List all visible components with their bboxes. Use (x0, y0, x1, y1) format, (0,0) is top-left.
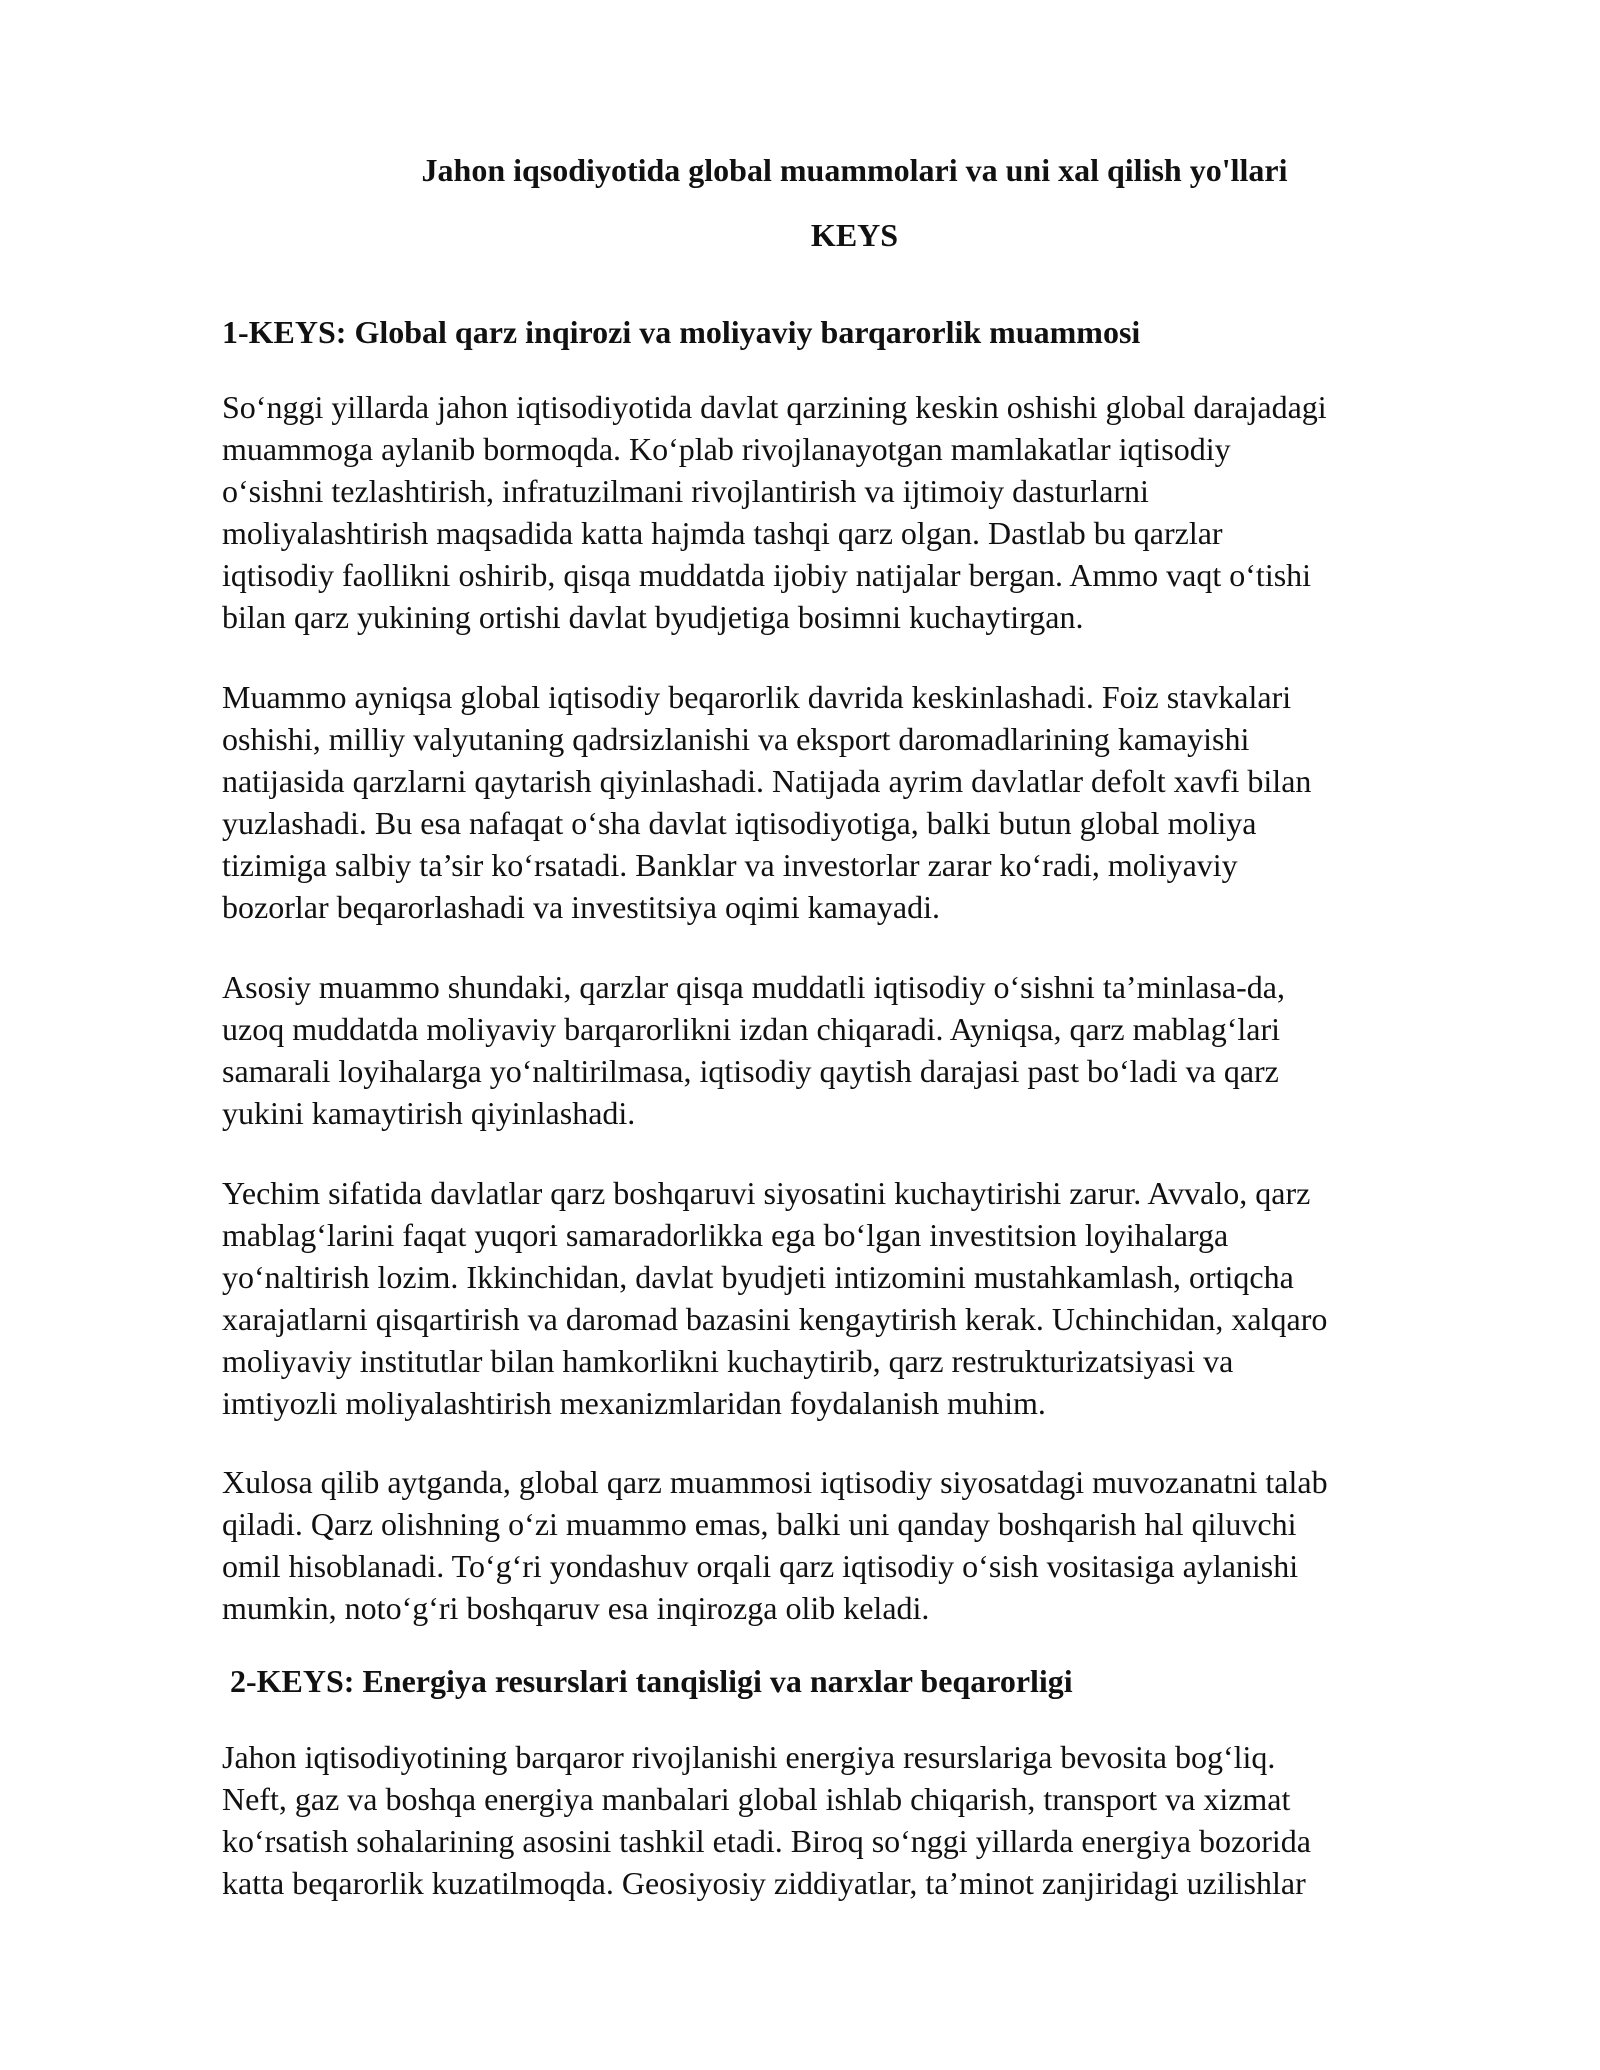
text-line: uzoq muddatda moliyaviy barqarorlikni izdan chiqaradi. Ayniqsa, qarz mablag‘lari (222, 1011, 1281, 1047)
text-line: yukini kamaytirish qiyinlashadi. (222, 1095, 636, 1131)
text-line: samarali loyihalarga yo‘naltirilmasa, iqtisodiy qaytish darajasi past bo‘ladi va qarz (222, 1053, 1279, 1089)
text-line: Yechim sifatida davlatlar qarz boshqaruvi siyosatini kuchaytirishi zarur. Avvalo, qarz (222, 1175, 1311, 1211)
text-line: bozorlar beqarorlashadi va investitsiya oqimi kamayadi. (222, 889, 940, 925)
text-line: Jahon iqtisodiyotining barqaror rivojlanishi energiya resurslariga bevosita bog‘liq. (222, 1739, 1276, 1775)
text-line: Asosiy muammo shundaki, qarzlar qisqa muddatli iqtisodiy o‘sishni ta’minlasa-da, (222, 969, 1285, 1005)
section-heading-1: 1-KEYS: Global qarz inqirozi va moliyaviy barqarorlik muammosi (222, 314, 1141, 350)
text-line: natijasida qarzlarni qaytarish qiyinlashadi. Natijada ayrim davlatlar defolt xavfi bilan (222, 763, 1312, 799)
text-line: Muammo ayniqsa global iqtisodiy beqarorlik davrida keskinlashadi. Foiz stavkalari (222, 679, 1292, 715)
text-line: tizimiga salbiy ta’sir ko‘rsatadi. Banklar va investorlar zarar ko‘radi, moliyaviy (222, 847, 1238, 883)
paragraph-2-1 (222, 1736, 1487, 1904)
text-line: ko‘rsatish sohalarining asosini tashkil etadi. Biroq so‘nggi yillarda energiya bozorida (222, 1823, 1311, 1859)
text-line: yuzlashadi. Bu esa nafaqat o‘sha davlat iqtisodiyotiga, balki butun global moliya (222, 805, 1257, 841)
text-line: Neft, gaz va boshqa energiya manbalari global ishlab chiqarish, transport va xizmat (222, 1781, 1291, 1817)
document-subtitle: KEYS (810, 217, 899, 253)
text-line: mablag‘larini faqat yuqori samaradorlikka ega bo‘lgan investitsion loyihalarga (222, 1217, 1229, 1253)
text-line: katta beqarorlik kuzatilmoqda. Geosiyosiy ziddiyatlar, ta’minot zanjiridagi uzilishlar (222, 1865, 1306, 1901)
text-line: moliyalashtirish maqsadida katta hajmda tashqi qarz olgan. Dastlab bu qarzlar (222, 515, 1223, 551)
text-line: muammoga aylanib bormoqda. Ko‘plab rivojlanayotgan mamlakatlar iqtisodiy (222, 431, 1231, 467)
document-title: Jahon iqsodiyotida global muammolari va uni xal qilish yo'llari (421, 152, 1288, 188)
paragraph-1-3 (222, 966, 1487, 1134)
text-line: omil hisoblanadi. To‘g‘ri yondashuv orqali qarz iqtisodiy o‘sish vositasiga aylanishi (222, 1548, 1299, 1584)
text-line: mumkin, noto‘g‘ri boshqaruv esa inqirozga olib keladi. (222, 1590, 930, 1626)
text-line: imtiyozli moliyalashtirish mexanizmlaridan foydalanish muhim. (222, 1385, 1046, 1421)
text-line: iqtisodiy faollikni oshirib, qisqa muddatda ijobiy natijalar bergan. Ammo vaqt o‘tishi (222, 557, 1312, 593)
text-line: yo‘naltirish lozim. Ikkinchidan, davlat byudjeti intizomini mustahkamlash, ortiqcha (222, 1259, 1294, 1295)
paragraph-1-1 (222, 386, 1487, 638)
text-line: bilan qarz yukining ortishi davlat byudjetiga bosimni kuchaytirgan. (222, 599, 1084, 635)
paragraph-1-4 (222, 1172, 1487, 1424)
text-line: moliyaviy institutlar bilan hamkorlikni kuchaytirib, qarz restrukturizatsiyasi va (222, 1343, 1234, 1379)
text-line: oshishi, milliy valyutaning qadrsizlanishi va eksport daromadlarining kamayishi (222, 721, 1250, 757)
paragraph-1-2 (222, 676, 1487, 928)
text-line: So‘nggi yillarda jahon iqtisodiyotida davlat qarzining keskin oshishi global darajadagi (222, 389, 1327, 425)
text-line: o‘sishni tezlashtirish, infratuzilmani rivojlantirish va ijtimoiy dasturlarni (222, 473, 1149, 509)
section-heading-2: 2-KEYS: Energiya resurslari tanqisligi va narxlar beqarorligi (222, 1663, 1073, 1699)
paragraph-1-5 (222, 1461, 1487, 1629)
text-line: Xulosa qilib aytganda, global qarz muammosi iqtisodiy siyosatdagi muvozanatni talab (222, 1464, 1328, 1500)
text-line: xarajatlarni qisqartirish va daromad bazasini kengaytirish kerak. Uchinchidan, xalqaro (222, 1301, 1328, 1337)
text-line: qiladi. Qarz olishning o‘zi muammo emas, balki uni qanday boshqarish hal qiluvchi (222, 1506, 1297, 1542)
